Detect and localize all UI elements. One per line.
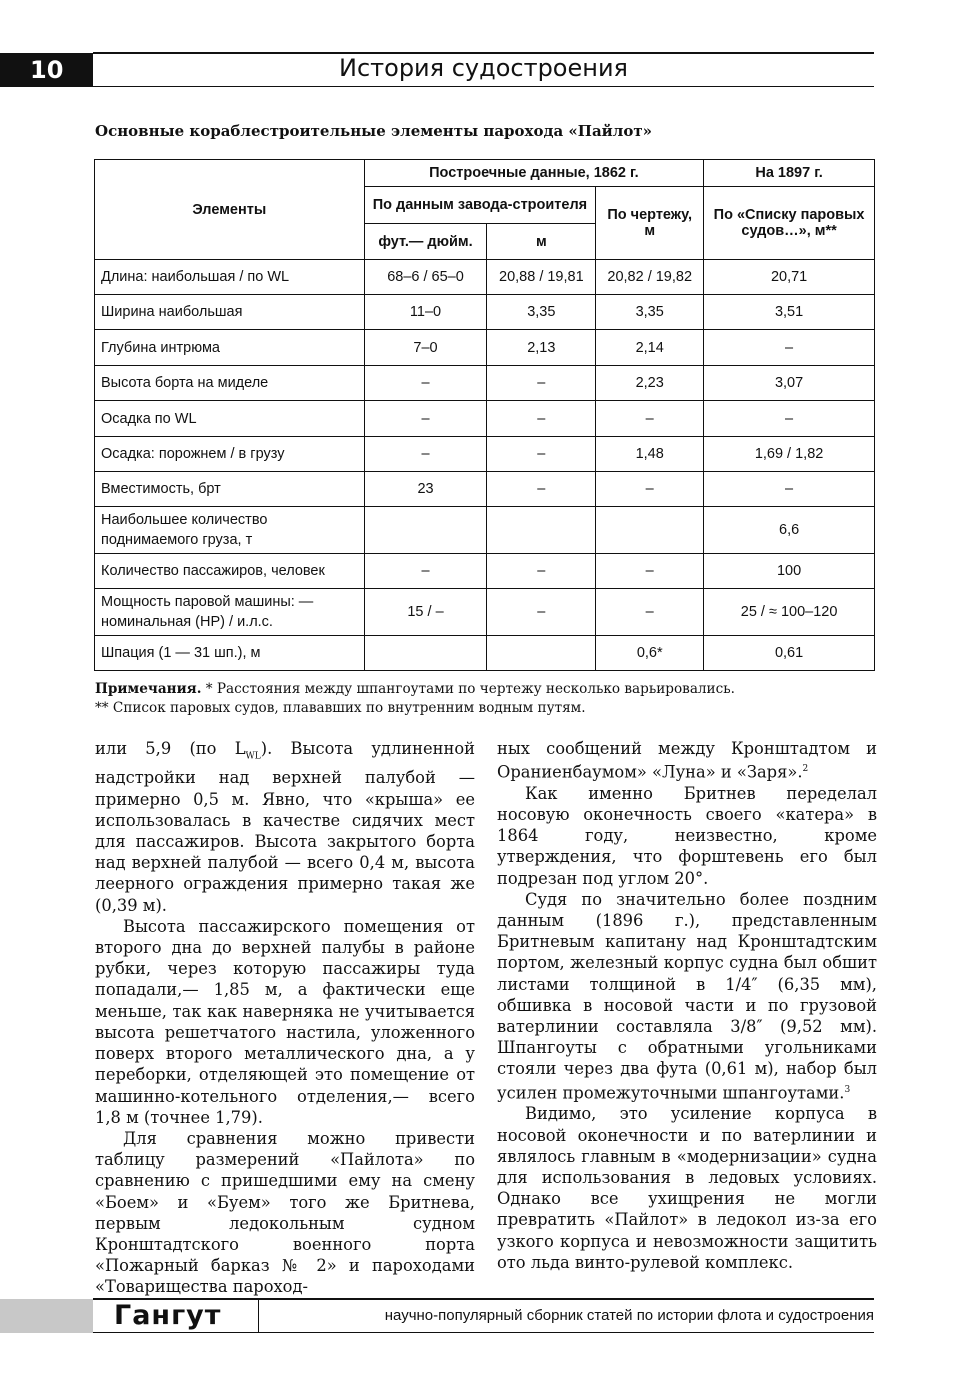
cell-m: –	[487, 366, 596, 401]
cell-drawing: –	[596, 589, 704, 636]
paragraph	[497, 889, 877, 1103]
footer-band	[0, 1299, 93, 1333]
footnote-ref: 2	[802, 764, 809, 775]
row-label: Глубина интрюма	[95, 330, 365, 366]
cell-m: –	[487, 554, 596, 589]
cell-m: –	[487, 589, 596, 636]
cell-ft: –	[364, 366, 487, 401]
table-row	[95, 437, 875, 472]
gangut-logo: Гангут	[114, 1300, 222, 1331]
cell-list: –	[704, 330, 875, 366]
row-label: Шпация (1 — 31 шп.), м	[95, 636, 365, 671]
left-column	[95, 738, 475, 1298]
row-label: Вместимость, брт	[95, 472, 365, 507]
cell-m: –	[487, 437, 596, 472]
cell-ft: –	[364, 437, 487, 472]
cell-list: 25 / ≈ 100–120	[704, 589, 875, 636]
cell-ft	[364, 636, 487, 671]
text-run: или 5,9 (по L	[95, 739, 246, 758]
fraction: 1/4″	[725, 974, 758, 994]
cell-ft: 68–6 / 65–0	[364, 260, 487, 295]
fraction: 3/8″	[730, 1017, 763, 1037]
table-row	[95, 472, 875, 507]
cell-m: 20,88 / 19,81	[487, 260, 596, 295]
row-label: Длина: наибольшая / по WL	[95, 260, 365, 295]
right-column	[497, 738, 877, 1273]
cell-m: –	[487, 472, 596, 507]
table-row	[95, 295, 875, 330]
cell-drawing: –	[596, 554, 704, 589]
header-1897: На 1897 г.	[704, 160, 875, 187]
table-row	[95, 401, 875, 437]
cell-list: 3,51	[704, 295, 875, 330]
text-run: Судя по значительно более поздним данным (1896 г.), представленным Бритневым капитану над Кронштадтским портом, железный корпус судна был обшит листами толщиной в	[497, 889, 877, 994]
note-2: ** Список паровых судов, плававших по внутренним водным путям.	[95, 700, 586, 716]
cell-ft: –	[364, 554, 487, 589]
subscript: WL	[245, 751, 261, 762]
paragraph	[497, 738, 877, 783]
table-title: Основные кораблестроительные элементы парохода «Пайлот»	[95, 122, 653, 140]
table-notes	[95, 680, 880, 718]
cell-list: 3,07	[704, 366, 875, 401]
table-row	[95, 507, 875, 554]
running-title: История судостроения	[339, 54, 628, 82]
paragraph: Высота пассажирского помещения от второго дна до верхней палубы в районе рубки, через которую пассажиры туда попадали,— 1,85 м, а фактически еще меньше, так как наверняка не учитывается высота решетчатого настила, уложенного поверх второго металлического дна, а у переборки, отделяющей это помещение от машинно-котельного отделения,— всего 1,8 м (точнее 1,79).	[95, 916, 475, 1127]
paragraph: Как именно Бритнев переделал носовую оконечность своего «катера» в 1864 году, неизвестно, кроме утверждения, что форштевень его был подрезан под углом 20°.	[497, 783, 877, 888]
cell-m: –	[487, 401, 596, 437]
text-run: ных сообщений между Кронштадтом и Ораниенбаумом» «Луна» и «Заря».	[497, 739, 877, 782]
row-label: Высота борта на миделе	[95, 366, 365, 401]
text-run: (9,52 мм). Шпангоуты с обратными угольниками стояли через два фута (0,61 м), набор был усилен промежуточными шпангоутами.	[497, 1017, 878, 1103]
cell-ft	[364, 507, 487, 554]
row-label: Осадка по WL	[95, 401, 365, 437]
footer-tagline: научно-популярный сборник статей по истории флота и судостроения	[384, 1307, 874, 1324]
cell-ft: –	[364, 401, 487, 437]
cell-m: 2,13	[487, 330, 596, 366]
header-by-list: По «Списку паровых судов…», м**	[704, 187, 875, 260]
table-row	[95, 554, 875, 589]
header-ft-in: фут.— дюйм.	[364, 224, 487, 260]
footnote-ref: 3	[844, 1084, 851, 1095]
paragraph: Для сравнения можно привести таблицу размерений «Пайлота» по сравнению с пришедшими ему на смену «Боем» и «Буем» того же Бритнева, первым ледокольным судном Кронштадтского военного порта «Пожарный барказ № 2» и пароходами «Товарищества пароход-	[95, 1128, 475, 1297]
paragraph	[95, 738, 475, 916]
text-run: ). Высота удлиненной надстройки над верхней палубой — примерно 0,5 м. Явно, что «крыша» ее использовалась в качестве сидячих мест для пассажиров. Высота закрытого борта над верхней палубой — всего 0,4 м, высота леерного ограждения примерно такая же (0,39 м).	[95, 739, 475, 915]
cell-drawing: 1,48	[596, 437, 704, 472]
row-label: Ширина наибольшая	[95, 295, 365, 330]
header-by-builder: По данным завода-строителя	[364, 187, 596, 224]
table-row	[95, 636, 875, 671]
cell-ft: 7–0	[364, 330, 487, 366]
paragraph: Видимо, это усиление корпуса в носовой оконечности и по ватерлинии и являлось главным в «модернизации» судна для использования в ледовых условиях. Однако все ухищрения не могли превратить «Пайлот» в ледокол из-за его узкого корпуса и невозможности защитить ото льда винто-рулевой комплекс.	[497, 1104, 877, 1272]
cell-drawing: –	[596, 472, 704, 507]
cell-list: 20,71	[704, 260, 875, 295]
cell-drawing: 0,6*	[596, 636, 704, 671]
footer-separator	[258, 1300, 259, 1332]
cell-ft: 15 / –	[364, 589, 487, 636]
cell-list: 100	[704, 554, 875, 589]
text-run: (6,35 мм), обшивка в носовой части и по грузовой ватерлинии составляла	[497, 974, 877, 1037]
header-built-data: Построечные данные, 1862 г.	[364, 160, 704, 187]
table-row	[95, 260, 875, 295]
cell-drawing	[596, 507, 704, 554]
header-rule-bottom	[93, 86, 874, 87]
note-1	[95, 680, 880, 699]
cell-list: –	[704, 472, 875, 507]
cell-drawing: 20,82 / 19,82	[596, 260, 704, 295]
cell-list: 0,61	[704, 636, 875, 671]
row-label: Количество пассажиров, человек	[95, 554, 365, 589]
header-by-drawing: По чертежу, м	[596, 187, 704, 260]
table-row	[95, 366, 875, 401]
cell-ft: 11–0	[364, 295, 487, 330]
cell-m	[487, 636, 596, 671]
row-label: Мощность паровой машины: — номинальная (НР) / и.л.с.	[95, 589, 365, 636]
specs-table	[94, 159, 875, 671]
cell-list: –	[704, 401, 875, 437]
note-1-text: * Расстояния между шпангоутами по чертежу несколько варьировались.	[205, 681, 735, 697]
header-m: м	[487, 224, 596, 260]
page-number: 10	[0, 53, 93, 87]
header-elements: Элементы	[95, 160, 365, 260]
row-label: Осадка: порожнем / в грузу	[95, 437, 365, 472]
cell-list: 6,6	[704, 507, 875, 554]
cell-m: 3,35	[487, 295, 596, 330]
cell-list: 1,69 / 1,82	[704, 437, 875, 472]
table-row	[95, 589, 875, 636]
cell-drawing: 2,23	[596, 366, 704, 401]
cell-ft: 23	[364, 472, 487, 507]
notes-label: Примечания.	[95, 681, 202, 697]
cell-drawing: 3,35	[596, 295, 704, 330]
cell-m	[487, 507, 596, 554]
cell-drawing: 2,14	[596, 330, 704, 366]
row-label: Наибольшее количество поднимаемого груза, т	[95, 507, 365, 554]
table-row	[95, 330, 875, 366]
cell-drawing: –	[596, 401, 704, 437]
